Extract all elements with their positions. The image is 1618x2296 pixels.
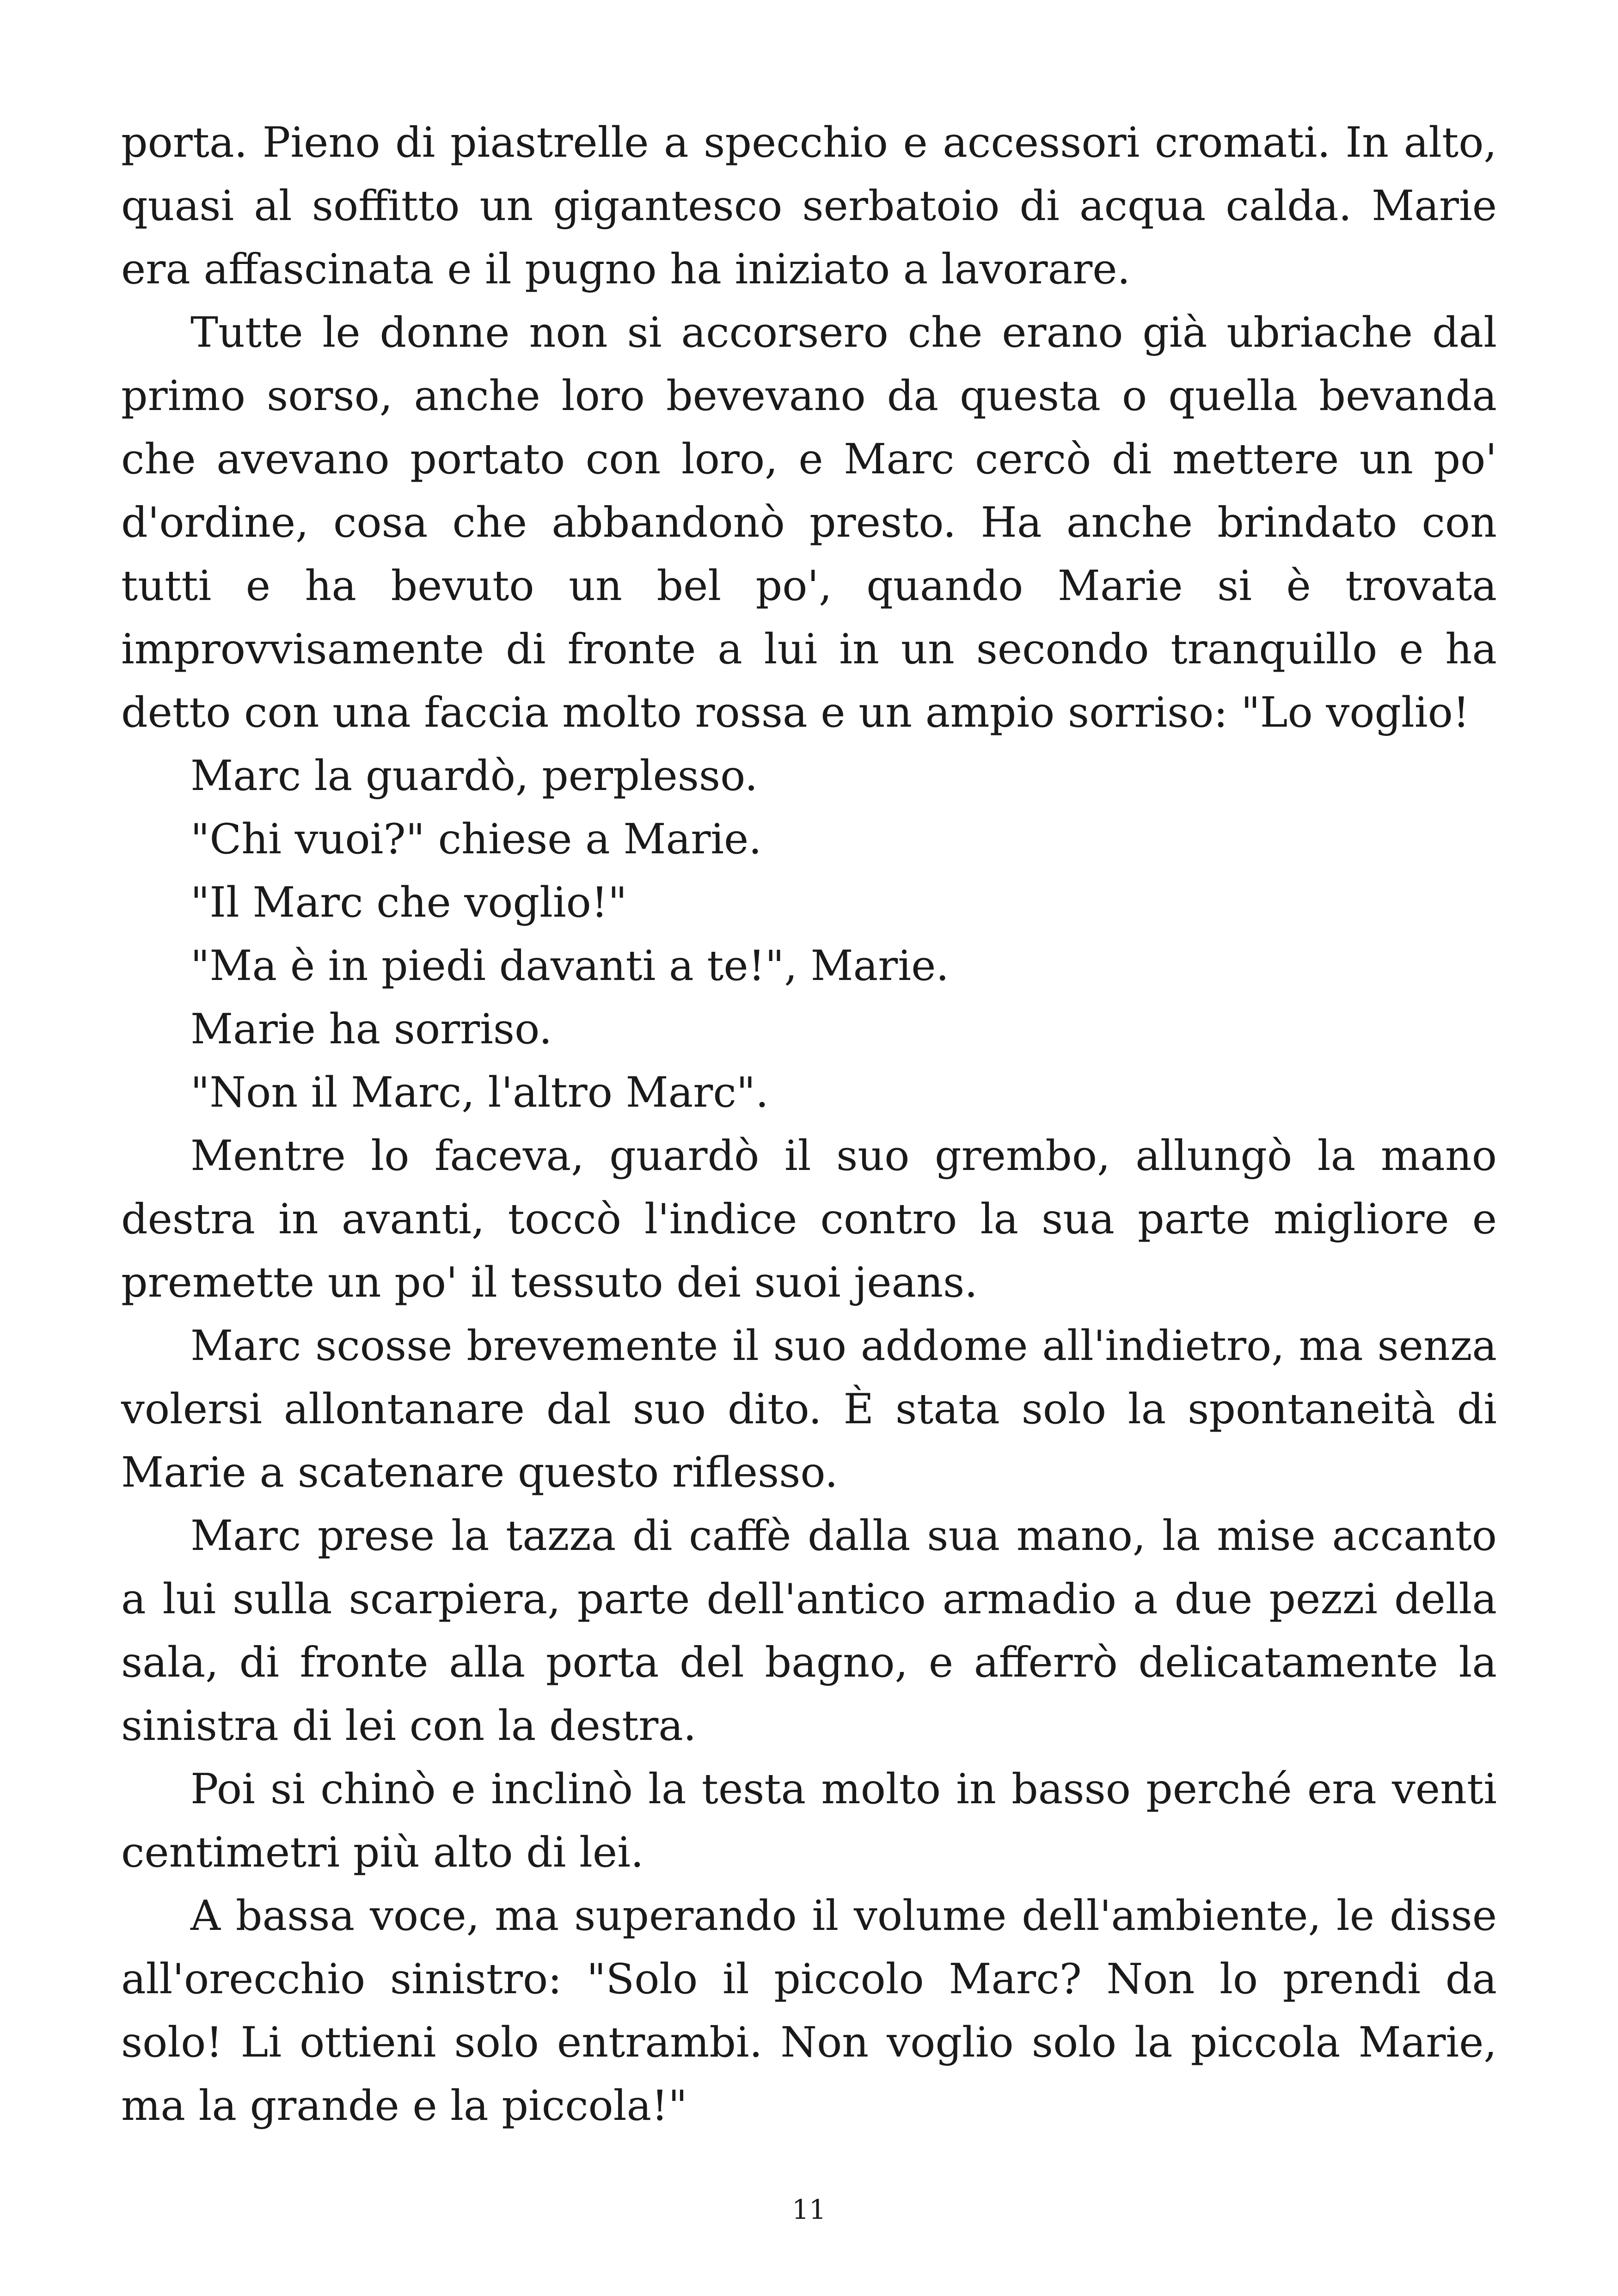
paragraph: A bassa voce, ma superando il volume dell'ambiente, le disse all'orecchio sinistro: "Solo il piccolo Marc? Non lo prendi da solo! Li ottieni solo entrambi. Non voglio solo la piccola Marie, ma la grande e la piccola!": [121, 1892, 1497, 2130]
paragraph: Marc prese la tazza di caffè dalla sua mano, la mise accanto a lui sulla scarpiera, parte dell'antico armadio a due pezzi della sala, di fronte alla porta del bagno, e afferrò delicatamente la sinistra di lei con la destra.: [121, 1512, 1497, 1750]
paragraph: Tutte le donne non si accorsero che erano già ubriache dal primo sorso, anche loro bevevano da questa o quella bevanda che avevano portato con loro, e Marc cercò di mettere un po' d'ordine, cosa che abbandonò presto. Ha anche brindato con tutti e ha bevuto un bel po', quando Marie si è trovata improvvisamente di fronte a lui in un secondo tranquillo e ha detto con una faccia molto rossa e un ampio sorriso: "Lo voglio!: [121, 308, 1497, 737]
paragraph: "Il Marc che voglio!": [190, 878, 627, 927]
body-text: [121, 111, 1497, 2137]
paragraph: Marc la guardò, perplesso.: [190, 752, 758, 800]
paragraph: "Non il Marc, l'altro Marc".: [190, 1068, 769, 1117]
page-number: 11: [792, 2194, 826, 2225]
paragraph: Poi si chinò e inclinò la testa molto in basso perché era venti centimetri più alto di lei.: [121, 1765, 1497, 1877]
paragraph: Marc scosse brevemente il suo addome all'indietro, ma senza volersi allontanare dal suo dito. È stata solo la spontaneità di Marie a scatenare questo riflesso.: [121, 1322, 1497, 1497]
paragraph: Marie ha sorriso.: [190, 1005, 552, 1053]
paragraph: "Ma è in piedi davanti a te!", Marie.: [190, 942, 949, 990]
paragraph: Mentre lo faceva, guardò il suo grembo, allungò la mano destra in avanti, toccò l'indice contro la sua parte migliore e premette un po' il tessuto dei suoi jeans.: [121, 1132, 1497, 1307]
paragraph: porta. Pieno di piastrelle a specchio e accessori cromati. In alto, quasi al soffitto un gigantesco serbatoio di acqua calda. Marie era affascinata e il pugno ha iniziato a lavorare.: [121, 118, 1497, 294]
paragraph: "Chi vuoi?" chiese a Marie.: [190, 815, 762, 863]
